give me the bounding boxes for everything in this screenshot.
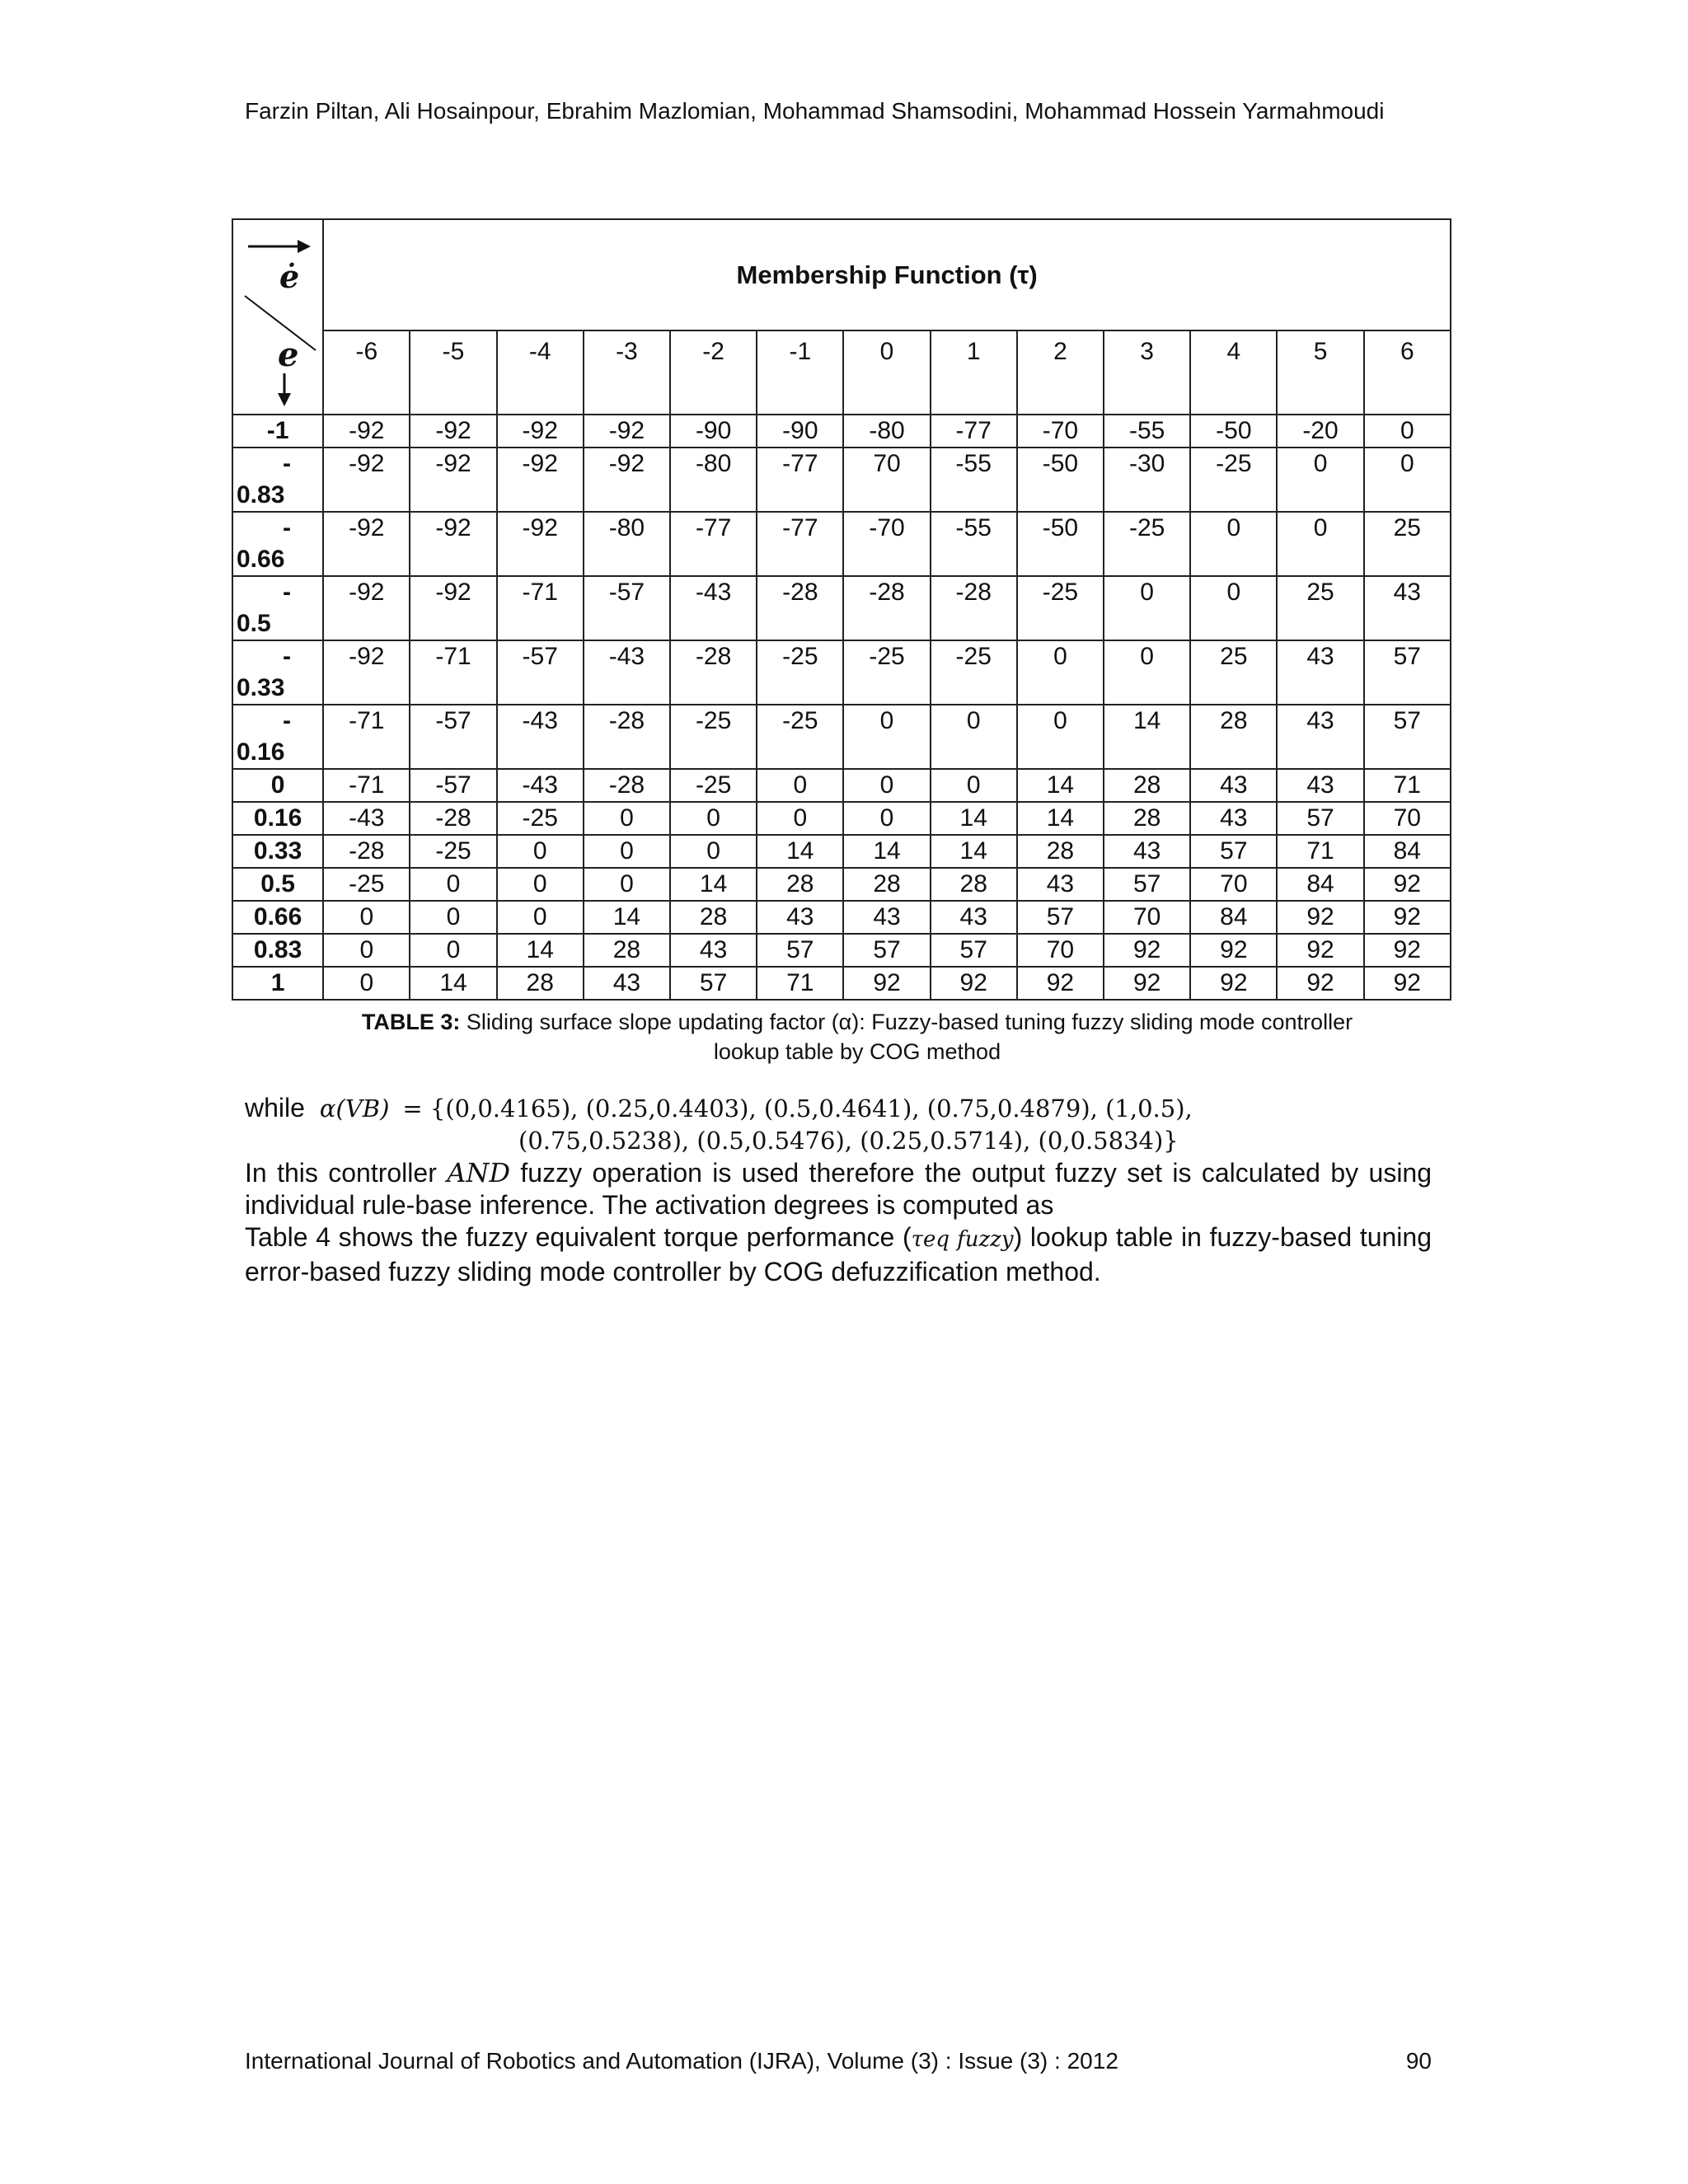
table-cell: 14 <box>670 868 757 901</box>
table-cell: -80 <box>843 415 930 448</box>
table-cell: -71 <box>323 769 410 802</box>
table-cell: 0 <box>410 901 496 934</box>
row-header: - 0.33 <box>232 640 323 705</box>
table-cell: -55 <box>931 512 1017 576</box>
table-row <box>232 415 1451 448</box>
tau-eq-fuzzy: τeq fuzzy <box>911 1227 1014 1252</box>
table-cell: 57 <box>1364 640 1451 705</box>
page-footer <box>245 2047 1432 2075</box>
table-cell: 14 <box>1017 802 1104 835</box>
table-cell: -50 <box>1017 512 1104 576</box>
table-cell: 92 <box>1364 868 1451 901</box>
table-cell: 0 <box>497 901 584 934</box>
fuzzy-lookup-table <box>232 218 1451 1001</box>
caption-text-line2: lookup table by COG method <box>713 1039 1001 1064</box>
table-cell: 28 <box>1190 705 1277 769</box>
table-cell: -28 <box>323 835 410 868</box>
table-cell: 0 <box>1104 640 1190 705</box>
table-cell: -30 <box>1104 448 1190 512</box>
table-caption <box>247 1007 1467 1066</box>
table-cell: -92 <box>410 415 496 448</box>
table-cell: 0 <box>843 769 930 802</box>
footer-journal: International Journal of Robotics and Automation (IJRA), Volume (3) : Issue (3) : 2012 <box>245 2048 1118 2074</box>
table-cell: -43 <box>323 802 410 835</box>
table-cell: 0 <box>843 802 930 835</box>
table-cell: 92 <box>1104 934 1190 967</box>
corner-e-label: e <box>278 335 299 374</box>
table-cell: 92 <box>1190 967 1277 1000</box>
caption-label: TABLE 3: <box>361 1010 461 1034</box>
row-header: 0.5 <box>232 868 323 901</box>
table-cell: 0 <box>757 769 843 802</box>
table-cell: -70 <box>1017 415 1104 448</box>
table-cell: 14 <box>757 835 843 868</box>
table-cell: 57 <box>670 967 757 1000</box>
table-cell: 0 <box>1364 448 1451 512</box>
table-cell: 0 <box>1017 705 1104 769</box>
membership-function-title: Membership Function (τ) <box>323 219 1451 330</box>
alpha-set-line1: = {(0,0.4165), (0.25,0.4403), (0.5,0.4641), (0.75,0.4879), (1,0.5), <box>402 1094 1193 1122</box>
table-cell: 28 <box>1104 769 1190 802</box>
table-cell: -25 <box>757 640 843 705</box>
table-cell: 92 <box>1277 967 1363 1000</box>
table-corner-header <box>232 219 323 415</box>
table-cell: 92 <box>1190 934 1277 967</box>
table-cell: 28 <box>931 868 1017 901</box>
table-cell: 43 <box>757 901 843 934</box>
table-cell: 92 <box>1277 901 1363 934</box>
table-row <box>232 835 1451 868</box>
table-cell: 92 <box>1104 967 1190 1000</box>
table-cell: -50 <box>1017 448 1104 512</box>
table-cell: -25 <box>497 802 584 835</box>
table-cell: 43 <box>1277 769 1363 802</box>
table-cell: -77 <box>670 512 757 576</box>
table-row <box>232 934 1451 967</box>
row-header: - 0.66 <box>232 512 323 576</box>
table-cell: 14 <box>843 835 930 868</box>
row-header: 0 <box>232 769 323 802</box>
column-header: 2 <box>1017 330 1104 415</box>
row-header: 0.16 <box>232 802 323 835</box>
table-cell: 28 <box>584 934 670 967</box>
table-cell: 0 <box>410 934 496 967</box>
alpha-definition <box>245 1092 1432 1125</box>
table-cell: 71 <box>757 967 843 1000</box>
table-cell: 0 <box>1190 576 1277 640</box>
row-header: -1 <box>232 415 323 448</box>
table-cell: 70 <box>1190 868 1277 901</box>
table-cell: 43 <box>1190 802 1277 835</box>
table-cell: -20 <box>1277 415 1363 448</box>
table-cell: 43 <box>670 934 757 967</box>
table-cell: 92 <box>931 967 1017 1000</box>
table-cell: 14 <box>584 901 670 934</box>
table-cell: -25 <box>410 835 496 868</box>
table-cell: 84 <box>1190 901 1277 934</box>
table-cell: 28 <box>1017 835 1104 868</box>
table-cell: -92 <box>410 576 496 640</box>
table-cell: -43 <box>497 705 584 769</box>
table-cell: -25 <box>843 640 930 705</box>
table-cell: 0 <box>323 934 410 967</box>
table-cell: -90 <box>757 415 843 448</box>
table-cell: 0 <box>1277 448 1363 512</box>
table-cell: 0 <box>931 769 1017 802</box>
table-cell: 0 <box>584 802 670 835</box>
table-cell: -92 <box>584 415 670 448</box>
table-cell: 14 <box>931 835 1017 868</box>
caption-text-line1: Sliding surface slope updating factor (α): Fuzzy-based tuning fuzzy sliding mode controller <box>466 1010 1353 1034</box>
page-number: 90 <box>1405 2048 1432 2074</box>
table-cell: 14 <box>410 967 496 1000</box>
table-cell: -71 <box>410 640 496 705</box>
table-cell: -77 <box>757 448 843 512</box>
and-operator: AND <box>447 1157 511 1188</box>
while-word: while <box>245 1093 305 1122</box>
table-cell: -57 <box>584 576 670 640</box>
table-cell: 28 <box>1104 802 1190 835</box>
table-cell: 57 <box>1364 705 1451 769</box>
table-cell: -25 <box>323 868 410 901</box>
column-header: -6 <box>323 330 410 415</box>
table-cell: -92 <box>497 415 584 448</box>
table-cell: -25 <box>757 705 843 769</box>
table-cell: -57 <box>497 640 584 705</box>
table-cell: -28 <box>584 769 670 802</box>
table-cell: -77 <box>931 415 1017 448</box>
table-cell: 0 <box>497 868 584 901</box>
table-cell: 84 <box>1277 868 1363 901</box>
table-cell: 57 <box>1017 901 1104 934</box>
table-cell: 28 <box>757 868 843 901</box>
table-cell: -25 <box>670 705 757 769</box>
table-cell: 0 <box>410 868 496 901</box>
table-cell: -25 <box>931 640 1017 705</box>
table-cell: -28 <box>584 705 670 769</box>
row-header: - 0.83 <box>232 448 323 512</box>
table-row <box>232 448 1451 512</box>
column-header: 6 <box>1364 330 1451 415</box>
table-cell: 0 <box>584 835 670 868</box>
column-header: -3 <box>584 330 670 415</box>
table-cell: -92 <box>584 448 670 512</box>
row-header: 0.83 <box>232 934 323 967</box>
table-cell: -28 <box>931 576 1017 640</box>
table-cell: 43 <box>843 901 930 934</box>
alpha-symbol: α(VB) <box>319 1094 390 1122</box>
table-cell: 14 <box>1104 705 1190 769</box>
table-cell: -80 <box>670 448 757 512</box>
table-cell: -28 <box>670 640 757 705</box>
paragraph-table4 <box>245 1221 1432 1288</box>
row-header: - 0.5 <box>232 576 323 640</box>
body-text <box>245 1092 1432 1288</box>
column-header: -2 <box>670 330 757 415</box>
table-cell: -92 <box>323 448 410 512</box>
table-row <box>232 967 1451 1000</box>
table-cell: 92 <box>1277 934 1363 967</box>
table-cell: -57 <box>410 705 496 769</box>
table-cell: -92 <box>323 415 410 448</box>
table-cell: 70 <box>1364 802 1451 835</box>
table-cell: 0 <box>931 705 1017 769</box>
table-cell: 28 <box>843 868 930 901</box>
table-row <box>232 769 1451 802</box>
table-cell: -43 <box>670 576 757 640</box>
table-cell: 0 <box>323 967 410 1000</box>
table-cell: 84 <box>1364 835 1451 868</box>
table-cell: 70 <box>843 448 930 512</box>
column-header: 0 <box>843 330 930 415</box>
table-cell: 14 <box>497 934 584 967</box>
table-cell: 28 <box>670 901 757 934</box>
table-row <box>232 640 1451 705</box>
paragraph-and-operation <box>245 1157 1432 1221</box>
table-cell: 57 <box>843 934 930 967</box>
table-cell: 43 <box>1277 640 1363 705</box>
row-header: 1 <box>232 967 323 1000</box>
row-header: 0.66 <box>232 901 323 934</box>
table-cell: 43 <box>1190 769 1277 802</box>
column-header: -5 <box>410 330 496 415</box>
table-cell: 25 <box>1277 576 1363 640</box>
table-cell: 0 <box>584 868 670 901</box>
table-cell: 28 <box>497 967 584 1000</box>
column-header: 4 <box>1190 330 1277 415</box>
column-header: -4 <box>497 330 584 415</box>
table-cell: -25 <box>1104 512 1190 576</box>
table-cell: 70 <box>1104 901 1190 934</box>
table-row <box>232 901 1451 934</box>
table-cell: 71 <box>1364 769 1451 802</box>
table-cell: 25 <box>1190 640 1277 705</box>
table-cell: 92 <box>1364 901 1451 934</box>
para1-part-b: fuzzy operation is used therefore the output fuzzy set is calculated by using individual rule-base inference. The activation degrees is computed as <box>245 1158 1432 1220</box>
table-cell: 0 <box>1277 512 1363 576</box>
table-cell: 57 <box>931 934 1017 967</box>
table-cell: 0 <box>670 835 757 868</box>
alpha-set-line2: (0.75,0.5238), (0.5,0.5476), (0.25,0.5714), (0,0.5834)} <box>518 1127 1179 1155</box>
table-cell: 71 <box>1277 835 1363 868</box>
table-row <box>232 802 1451 835</box>
table-cell: -92 <box>323 576 410 640</box>
table-cell: -28 <box>410 802 496 835</box>
table-cell: -71 <box>497 576 584 640</box>
para2-part-b: ) lookup table in fuzzy-based tuning error-based fuzzy sliding mode controller by COG defuzzification method. <box>245 1222 1432 1286</box>
table-cell: -70 <box>843 512 930 576</box>
table-cell: 57 <box>1190 835 1277 868</box>
table-cell: 25 <box>1364 512 1451 576</box>
table-row <box>232 868 1451 901</box>
table-cell: 92 <box>843 967 930 1000</box>
table-cell: -25 <box>1017 576 1104 640</box>
table-cell: -57 <box>410 769 496 802</box>
table-cell: 43 <box>1364 576 1451 640</box>
table-cell: -92 <box>410 512 496 576</box>
table-cell: 92 <box>1364 934 1451 967</box>
column-header-row <box>232 330 1451 415</box>
table-cell: -28 <box>757 576 843 640</box>
table-cell: -43 <box>497 769 584 802</box>
table-cell: -55 <box>931 448 1017 512</box>
table-cell: 43 <box>1104 835 1190 868</box>
table-cell: -92 <box>323 512 410 576</box>
table-cell: 43 <box>931 901 1017 934</box>
column-header: 1 <box>931 330 1017 415</box>
para2-part-a: Table 4 shows the fuzzy equivalent torque performance ( <box>245 1222 912 1252</box>
table-cell: -28 <box>843 576 930 640</box>
table-cell: 0 <box>323 901 410 934</box>
table-cell: 14 <box>931 802 1017 835</box>
table-cell: 43 <box>1277 705 1363 769</box>
table-row <box>232 512 1451 576</box>
table-cell: 43 <box>1017 868 1104 901</box>
column-header: 3 <box>1104 330 1190 415</box>
table-cell: -25 <box>670 769 757 802</box>
table-cell: 14 <box>1017 769 1104 802</box>
table-cell: -90 <box>670 415 757 448</box>
page-header-authors: Farzin Piltan, Ali Hosainpour, Ebrahim Mazlomian, Mohammad Shamsodini, Mohammad Hossein Yarmahmoudi <box>245 98 1385 124</box>
table-cell: 0 <box>1364 415 1451 448</box>
table-cell: -80 <box>584 512 670 576</box>
column-header: -1 <box>757 330 843 415</box>
table-cell: 57 <box>757 934 843 967</box>
table-cell: 0 <box>1104 576 1190 640</box>
table-cell: 0 <box>497 835 584 868</box>
table-cell: -50 <box>1190 415 1277 448</box>
table-cell: -92 <box>497 448 584 512</box>
table-cell: -71 <box>323 705 410 769</box>
table-cell: 0 <box>757 802 843 835</box>
row-header: 0.33 <box>232 835 323 868</box>
corner-edot-label: ė <box>279 258 300 295</box>
table-cell: 43 <box>584 967 670 1000</box>
table-cell: 0 <box>670 802 757 835</box>
table-cell: 92 <box>1364 967 1451 1000</box>
table-cell: 0 <box>1017 640 1104 705</box>
table-row <box>232 705 1451 769</box>
table-cell: -92 <box>323 640 410 705</box>
table-cell: -92 <box>410 448 496 512</box>
table-cell: 0 <box>843 705 930 769</box>
table-cell: -77 <box>757 512 843 576</box>
para1-part-a: In this controller <box>245 1158 437 1188</box>
table-cell: -43 <box>584 640 670 705</box>
row-header: - 0.16 <box>232 705 323 769</box>
table-cell: 57 <box>1104 868 1190 901</box>
table-cell: 57 <box>1277 802 1363 835</box>
table-cell: -25 <box>1190 448 1277 512</box>
table-row <box>232 576 1451 640</box>
table-cell: 0 <box>1190 512 1277 576</box>
column-header: 5 <box>1277 330 1363 415</box>
table-cell: -55 <box>1104 415 1190 448</box>
table-cell: 70 <box>1017 934 1104 967</box>
table-cell: 92 <box>1017 967 1104 1000</box>
table-cell: -92 <box>497 512 584 576</box>
